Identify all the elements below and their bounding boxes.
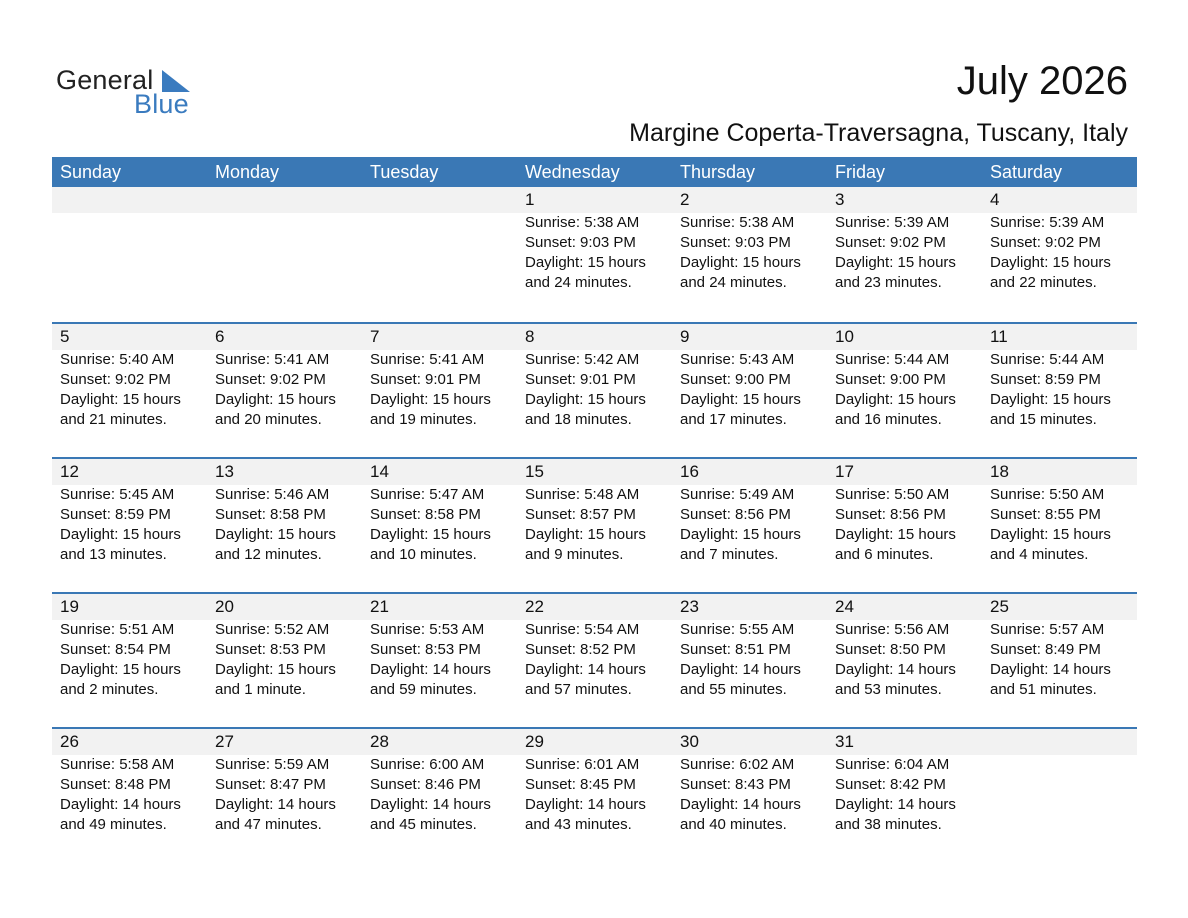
day-cell	[672, 594, 827, 727]
daylight-minutes: and 4 minutes.	[990, 546, 1089, 563]
sunset-time: Sunset: 8:59 PM	[60, 506, 171, 523]
sunrise-time: Sunrise: 5:46 AM	[215, 486, 330, 503]
sunrise-time: Sunrise: 5:55 AM	[680, 621, 795, 638]
day-number: 9	[680, 327, 690, 346]
day-cell	[517, 594, 672, 727]
daylight-hours: Daylight: 15 hours	[60, 526, 181, 543]
day-cell	[982, 187, 1137, 322]
sunrise-time: Sunrise: 5:53 AM	[370, 621, 485, 638]
day-cell	[207, 594, 362, 727]
empty-day-cell	[207, 187, 362, 322]
day-cell	[672, 459, 827, 592]
daylight-hours: Daylight: 15 hours	[680, 391, 801, 408]
sunset-time: Sunset: 8:46 PM	[370, 776, 481, 793]
daylight-minutes: and 9 minutes.	[525, 546, 624, 563]
daylight-hours: Daylight: 14 hours	[525, 661, 646, 678]
sunset-time: Sunset: 9:03 PM	[525, 234, 636, 251]
sunset-time: Sunset: 8:43 PM	[680, 776, 791, 793]
sunrise-time: Sunrise: 5:38 AM	[525, 214, 640, 231]
daylight-minutes: and 21 minutes.	[60, 411, 167, 428]
sunset-time: Sunset: 9:01 PM	[370, 371, 481, 388]
daylight-hours: Daylight: 15 hours	[680, 526, 801, 543]
day-number: 27	[215, 732, 234, 751]
daylight-hours: Daylight: 15 hours	[60, 391, 181, 408]
sunrise-time: Sunrise: 5:41 AM	[370, 351, 485, 368]
sunrise-time: Sunrise: 5:58 AM	[60, 756, 175, 773]
sunset-time: Sunset: 8:55 PM	[990, 506, 1101, 523]
daylight-minutes: and 7 minutes.	[680, 546, 779, 563]
day-cell	[827, 594, 982, 727]
sunset-time: Sunset: 8:53 PM	[215, 641, 326, 658]
sunrise-time: Sunrise: 5:42 AM	[525, 351, 640, 368]
day-number: 28	[370, 732, 389, 751]
day-number: 13	[215, 462, 234, 481]
sunset-time: Sunset: 8:59 PM	[990, 371, 1101, 388]
sunset-time: Sunset: 8:52 PM	[525, 641, 636, 658]
sunrise-time: Sunrise: 5:50 AM	[835, 486, 950, 503]
weekday-wednesday: Wednesday	[525, 162, 620, 182]
daylight-hours: Daylight: 14 hours	[370, 661, 491, 678]
daylight-minutes: and 13 minutes.	[60, 546, 167, 563]
sunrise-time: Sunrise: 6:04 AM	[835, 756, 950, 773]
sunset-time: Sunset: 9:02 PM	[60, 371, 171, 388]
weekday-thursday: Thursday	[680, 162, 756, 182]
sunrise-time: Sunrise: 6:00 AM	[370, 756, 485, 773]
weekday-saturday: Saturday	[990, 162, 1063, 182]
daylight-hours: Daylight: 15 hours	[60, 661, 181, 678]
sunset-time: Sunset: 8:54 PM	[60, 641, 171, 658]
sunrise-time: Sunrise: 5:44 AM	[835, 351, 950, 368]
weekday-friday: Friday	[835, 162, 886, 182]
day-number: 11	[990, 327, 1008, 346]
sunrise-time: Sunrise: 5:59 AM	[215, 756, 330, 773]
sunrise-time: Sunrise: 5:49 AM	[680, 486, 795, 503]
day-cell	[517, 729, 672, 862]
day-number: 1	[525, 190, 535, 209]
weekday-sunday: Sunday	[60, 162, 122, 182]
sunrise-time: Sunrise: 5:44 AM	[990, 351, 1105, 368]
daylight-minutes: and 40 minutes.	[680, 816, 787, 833]
sunrise-time: Sunrise: 5:50 AM	[990, 486, 1105, 503]
daylight-hours: Daylight: 14 hours	[525, 796, 646, 813]
sunrise-time: Sunrise: 5:54 AM	[525, 621, 640, 638]
week-row	[52, 457, 1137, 592]
day-cell	[52, 594, 207, 727]
sunset-time: Sunset: 9:00 PM	[835, 371, 946, 388]
sunrise-time: Sunrise: 5:40 AM	[60, 351, 175, 368]
week-row	[52, 592, 1137, 727]
sunrise-time: Sunrise: 5:45 AM	[60, 486, 175, 503]
daylight-minutes: and 55 minutes.	[680, 681, 787, 698]
sunset-time: Sunset: 8:48 PM	[60, 776, 171, 793]
daylight-hours: Daylight: 14 hours	[370, 796, 491, 813]
day-number: 4	[990, 190, 1000, 209]
day-cell	[982, 459, 1137, 592]
sunrise-time: Sunrise: 5:47 AM	[370, 486, 485, 503]
sunset-time: Sunset: 8:47 PM	[215, 776, 326, 793]
sunrise-time: Sunrise: 5:56 AM	[835, 621, 950, 638]
sunset-time: Sunset: 9:01 PM	[525, 371, 636, 388]
day-number: 12	[60, 462, 79, 481]
daylight-minutes: and 22 minutes.	[990, 274, 1097, 291]
sunset-time: Sunset: 9:00 PM	[680, 371, 791, 388]
daylight-hours: Daylight: 15 hours	[215, 661, 336, 678]
daylight-hours: Daylight: 14 hours	[835, 796, 956, 813]
daylight-hours: Daylight: 14 hours	[835, 661, 956, 678]
sunset-time: Sunset: 9:03 PM	[680, 234, 791, 251]
day-cell	[52, 729, 207, 862]
day-cell	[982, 324, 1137, 457]
sunset-time: Sunset: 8:50 PM	[835, 641, 946, 658]
daylight-hours: Daylight: 15 hours	[990, 526, 1111, 543]
daylight-minutes: and 17 minutes.	[680, 411, 787, 428]
brand-logo	[56, 64, 206, 120]
daylight-minutes: and 2 minutes.	[60, 681, 159, 698]
daylight-hours: Daylight: 15 hours	[370, 391, 491, 408]
daylight-minutes: and 49 minutes.	[60, 816, 167, 833]
logo-word-blue: Blue	[134, 89, 189, 119]
calendar-grid	[52, 187, 1137, 862]
sunrise-time: Sunrise: 5:38 AM	[680, 214, 795, 231]
daylight-minutes: and 1 minute.	[215, 681, 306, 698]
daylight-hours: Daylight: 15 hours	[525, 526, 646, 543]
day-cell	[517, 459, 672, 592]
sunset-time: Sunset: 8:58 PM	[215, 506, 326, 523]
weekday-header	[52, 157, 1137, 187]
day-cell	[362, 324, 517, 457]
daylight-minutes: and 43 minutes.	[525, 816, 632, 833]
day-number: 3	[835, 190, 845, 209]
daylight-minutes: and 15 minutes.	[990, 411, 1097, 428]
sunrise-time: Sunrise: 5:39 AM	[990, 214, 1105, 231]
day-number: 5	[60, 327, 70, 346]
daylight-hours: Daylight: 14 hours	[680, 796, 801, 813]
day-number: 15	[525, 462, 544, 481]
daylight-minutes: and 10 minutes.	[370, 546, 477, 563]
empty-day-cell	[362, 187, 517, 322]
sunset-time: Sunset: 9:02 PM	[990, 234, 1101, 251]
daylight-hours: Daylight: 15 hours	[990, 254, 1111, 271]
daylight-hours: Daylight: 14 hours	[60, 796, 181, 813]
day-cell	[362, 459, 517, 592]
day-cell	[362, 729, 517, 862]
day-number: 30	[680, 732, 699, 751]
sunset-time: Sunset: 9:02 PM	[215, 371, 326, 388]
day-number: 23	[680, 597, 699, 616]
sunrise-time: Sunrise: 5:52 AM	[215, 621, 330, 638]
day-number: 20	[215, 597, 234, 616]
daylight-hours: Daylight: 14 hours	[215, 796, 336, 813]
daylight-hours: Daylight: 15 hours	[680, 254, 801, 271]
daylight-minutes: and 45 minutes.	[370, 816, 477, 833]
day-number: 17	[835, 462, 854, 481]
day-cell	[827, 324, 982, 457]
daylight-minutes: and 24 minutes.	[680, 274, 787, 291]
daylight-minutes: and 59 minutes.	[370, 681, 477, 698]
sunset-time: Sunset: 8:45 PM	[525, 776, 636, 793]
weekday-monday: Monday	[215, 162, 280, 182]
day-cell	[207, 459, 362, 592]
sunrise-time: Sunrise: 6:02 AM	[680, 756, 795, 773]
sunset-time: Sunset: 8:56 PM	[835, 506, 946, 523]
day-cell	[672, 187, 827, 322]
day-cell	[827, 729, 982, 862]
sunrise-time: Sunrise: 5:43 AM	[680, 351, 795, 368]
daylight-minutes: and 12 minutes.	[215, 546, 322, 563]
day-number: 7	[370, 327, 380, 346]
sunset-time: Sunset: 8:49 PM	[990, 641, 1101, 658]
daylight-hours: Daylight: 15 hours	[370, 526, 491, 543]
day-cell	[982, 594, 1137, 727]
calendar-location: Margine Coperta-Traversagna, Tuscany, Italy	[629, 119, 1128, 147]
day-cell	[517, 324, 672, 457]
empty-day-cell	[52, 187, 207, 322]
sunrise-time: Sunrise: 5:39 AM	[835, 214, 950, 231]
daylight-hours: Daylight: 15 hours	[835, 391, 956, 408]
day-cell	[672, 324, 827, 457]
day-cell	[207, 729, 362, 862]
daylight-minutes: and 53 minutes.	[835, 681, 942, 698]
sunset-time: Sunset: 9:02 PM	[835, 234, 946, 251]
daylight-hours: Daylight: 15 hours	[215, 526, 336, 543]
day-cell	[517, 187, 672, 322]
daylight-minutes: and 19 minutes.	[370, 411, 477, 428]
day-number: 26	[60, 732, 79, 751]
day-cell	[827, 459, 982, 592]
sunset-time: Sunset: 8:58 PM	[370, 506, 481, 523]
day-number: 2	[680, 190, 690, 209]
daylight-hours: Daylight: 14 hours	[990, 661, 1111, 678]
day-number: 18	[990, 462, 1009, 481]
day-cell	[207, 324, 362, 457]
day-number: 25	[990, 597, 1009, 616]
day-number: 29	[525, 732, 544, 751]
daylight-hours: Daylight: 15 hours	[215, 391, 336, 408]
daylight-minutes: and 23 minutes.	[835, 274, 942, 291]
sunrise-time: Sunrise: 5:41 AM	[215, 351, 330, 368]
day-cell	[672, 729, 827, 862]
sunrise-time: Sunrise: 5:57 AM	[990, 621, 1105, 638]
daylight-minutes: and 24 minutes.	[525, 274, 632, 291]
daylight-hours: Daylight: 15 hours	[525, 254, 646, 271]
week-row	[52, 727, 1137, 862]
daylight-minutes: and 20 minutes.	[215, 411, 322, 428]
daylight-minutes: and 18 minutes.	[525, 411, 632, 428]
daylight-minutes: and 57 minutes.	[525, 681, 632, 698]
day-number: 6	[215, 327, 225, 346]
calendar-title: July 2026	[956, 59, 1128, 103]
week-row	[52, 322, 1137, 457]
logo-word-general: General	[56, 65, 154, 95]
day-number: 19	[60, 597, 79, 616]
day-cell	[827, 187, 982, 322]
day-number: 22	[525, 597, 544, 616]
daylight-hours: Daylight: 15 hours	[525, 391, 646, 408]
daylight-minutes: and 47 minutes.	[215, 816, 322, 833]
day-cell	[52, 324, 207, 457]
sunset-time: Sunset: 8:53 PM	[370, 641, 481, 658]
daylight-hours: Daylight: 15 hours	[835, 526, 956, 543]
sunset-time: Sunset: 8:51 PM	[680, 641, 791, 658]
day-number: 21	[370, 597, 389, 616]
sunset-time: Sunset: 8:56 PM	[680, 506, 791, 523]
weekday-tuesday: Tuesday	[370, 162, 439, 182]
day-number: 16	[680, 462, 699, 481]
daylight-minutes: and 38 minutes.	[835, 816, 942, 833]
empty-day-cell	[982, 729, 1137, 862]
daylight-minutes: and 16 minutes.	[835, 411, 942, 428]
daylight-hours: Daylight: 15 hours	[990, 391, 1111, 408]
day-number: 10	[835, 327, 854, 346]
sunset-time: Sunset: 8:57 PM	[525, 506, 636, 523]
day-number: 8	[525, 327, 535, 346]
day-cell	[52, 459, 207, 592]
sunrise-time: Sunrise: 6:01 AM	[525, 756, 640, 773]
day-number: 31	[835, 732, 854, 751]
day-number: 24	[835, 597, 854, 616]
daylight-hours: Daylight: 14 hours	[680, 661, 801, 678]
daylight-hours: Daylight: 15 hours	[835, 254, 956, 271]
day-number: 14	[370, 462, 389, 481]
day-cell	[362, 594, 517, 727]
daylight-minutes: and 51 minutes.	[990, 681, 1097, 698]
sunrise-time: Sunrise: 5:51 AM	[60, 621, 175, 638]
sunrise-time: Sunrise: 5:48 AM	[525, 486, 640, 503]
sunset-time: Sunset: 8:42 PM	[835, 776, 946, 793]
daylight-minutes: and 6 minutes.	[835, 546, 934, 563]
week-row	[52, 187, 1137, 322]
